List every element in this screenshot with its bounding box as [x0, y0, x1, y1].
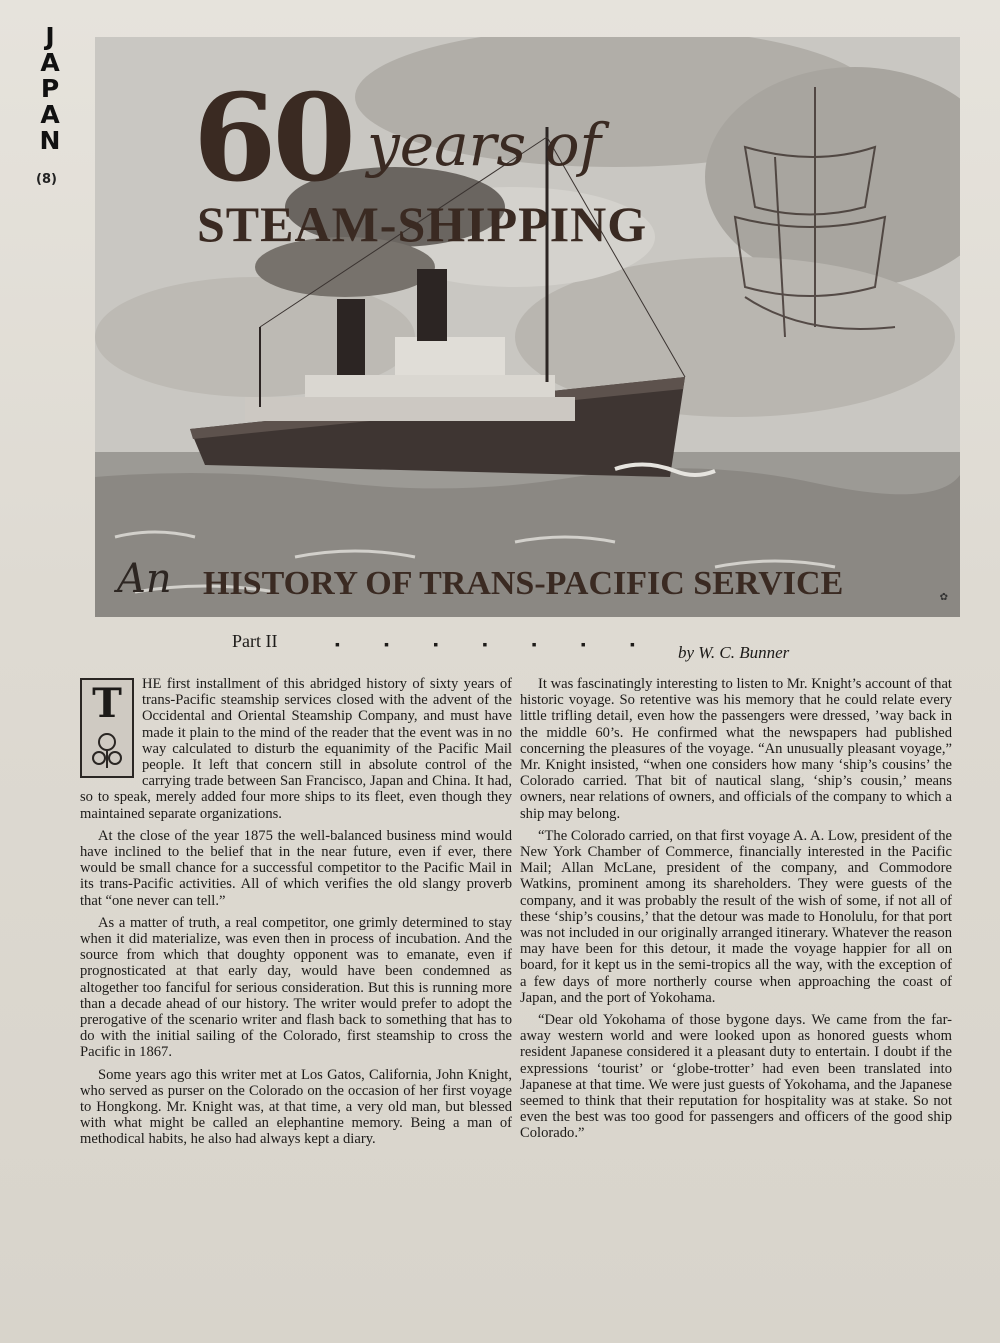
- masthead-letter: J: [45, 22, 55, 51]
- masthead-letter: A: [40, 48, 60, 77]
- subtitle-an: An: [117, 556, 172, 602]
- article-paragraph: Some years ago this writer met at Los Gatos, California, John Knight, who served as purser on the Colorado on the occasion of her first voyage to Hongkong. Mr. Knight was, at that time, a very old man, but blessed with what might be called an elephantine memory. Being a man of methodical habits, he also had always kept a diary.: [80, 1066, 512, 1148]
- part-label: Part II: [232, 631, 278, 651]
- author-byline: by W. C. Bunner: [678, 643, 790, 662]
- hero-illustration: [95, 37, 960, 617]
- subtitle-history: HISTORY OF TRANS-PACIFIC SERVICE: [203, 565, 844, 602]
- masthead-letter: N: [39, 126, 61, 155]
- masthead-letter: A: [40, 100, 60, 129]
- page-number: (8): [36, 172, 57, 187]
- dot-icon: ▪: [384, 638, 390, 653]
- title-years-of: years of: [367, 111, 601, 179]
- article-paragraph: As a matter of truth, a real competitor, one grimly determined to stay when it did materialize, was even then in process of incubation. And the source from which that doughty opponent was to emanate, even if prognosticated at that early day, would have been condemned as altogether too fanciful for serious consideration. But this is running more than a decade ahead of our history. The writer would prefer to adopt the prerogative of the scenario writer and flash back to something that has to do with the initial sailing of the Colorado, first steamship to cross the Pacific in 1867.: [80, 914, 512, 1061]
- masthead-letter: P: [40, 74, 60, 103]
- dot-icon: ▪: [531, 638, 537, 653]
- dot-icon: ▪: [630, 638, 635, 653]
- paragraph-text: HE first installment of this abridged history of sixty years of trans-Pacific steamship services closed with the advent of the Occidental and Oriental Steamship Company, and must have made it plain to the mind of the reader that the event was in no way calculated to disturb the equanimity of the Pacific Mail people. It left that concern still in absolute control of the carrying trade between San Francisco, Japan and China. It had, so to speak, merely added four more ships to its fleet, even though they maintained separate organizations.: [80, 676, 512, 822]
- title-steam-shipping: STEAM-SHIPPING: [197, 196, 648, 252]
- masthead-japan: [34, 24, 66, 154]
- title-sixty: 60: [193, 68, 352, 209]
- dot-icon: ▪: [482, 638, 488, 653]
- dot-icon: ▪: [335, 638, 340, 653]
- dropcap: [80, 678, 134, 778]
- article-paragraph: “The Colorado carried, on that first voyage A. A. Low, president of the New York Chamber of Commerce, financially interested in the Pacific Mail; Allan McLane, president of the company, and Commodore Watkins, prominent among its shareholders. They were guests of the company, and it was probably the result of the wish of some, if not all of these ‘ship’s cousins,’ that the detour was made to Honolulu, for that port was not included in our originally arranged itinerary. Whatever the reason may have been for this detour, it made the voyage happier for all on board, for it kept us in the semi-tropics all the way, with the exception of a few days of more northerly course when approaching the coast of Japan, and the port of Yokohama.: [520, 827, 952, 1006]
- ornament-icon: [90, 730, 124, 770]
- dot-icon: ▪: [433, 638, 439, 653]
- dropcap-letter: T: [92, 680, 122, 727]
- article-paragraph: “Dear old Yokohama of those bygone days. We came from the far-away western world and were looked upon as honored guests whom resident Japanese considered it a pleasant duty to entertain. I doubt if the expressions ‘tourist’ or ‘globe-trotter’ had even been translated into Japanese at that time. We were just guests of Yokohama, and the Japanese seemed to think that their reputation for hospitality was at stake. So not even the best was too good for passengers and officers of the good ship Colorado.”: [520, 1012, 952, 1142]
- article-paragraph: At the close of the year 1875 the well-balanced business mind would have inclined to the belief that in the near future, even if ever, there would be small chance for a successful competitor to the Pacific Mail in its trans-Pacific activities. All of which verifies the old slangy proverb that “one never can tell.”: [80, 827, 512, 909]
- article-paragraph: It was fascinatingly interesting to listen to Mr. Knight’s account of that historic voyage. So retentive was his memory that he could relate every little trifling detail, even how the passengers were dressed, ’way back in the middle 60’s. He confirmed what the newspapers had published concerning the pleasures of the voyage. “An unusually pleasant voyage,” Mr. Knight insisted, “when one considers how many ‘ship’s cousins’ the Colorado carried. That bit of nautical slang, ‘ship’s cousin,’ means owners, near relations of owners, and officials of the company to which a ship may belong.: [520, 676, 952, 822]
- article-column-left: [80, 676, 512, 1154]
- article-column-right: [520, 676, 952, 1148]
- article-paragraph: [80, 676, 512, 822]
- dot-icon: ▪: [580, 638, 586, 653]
- leader-dots: [335, 638, 635, 654]
- artist-signet-icon: ✿: [939, 592, 948, 603]
